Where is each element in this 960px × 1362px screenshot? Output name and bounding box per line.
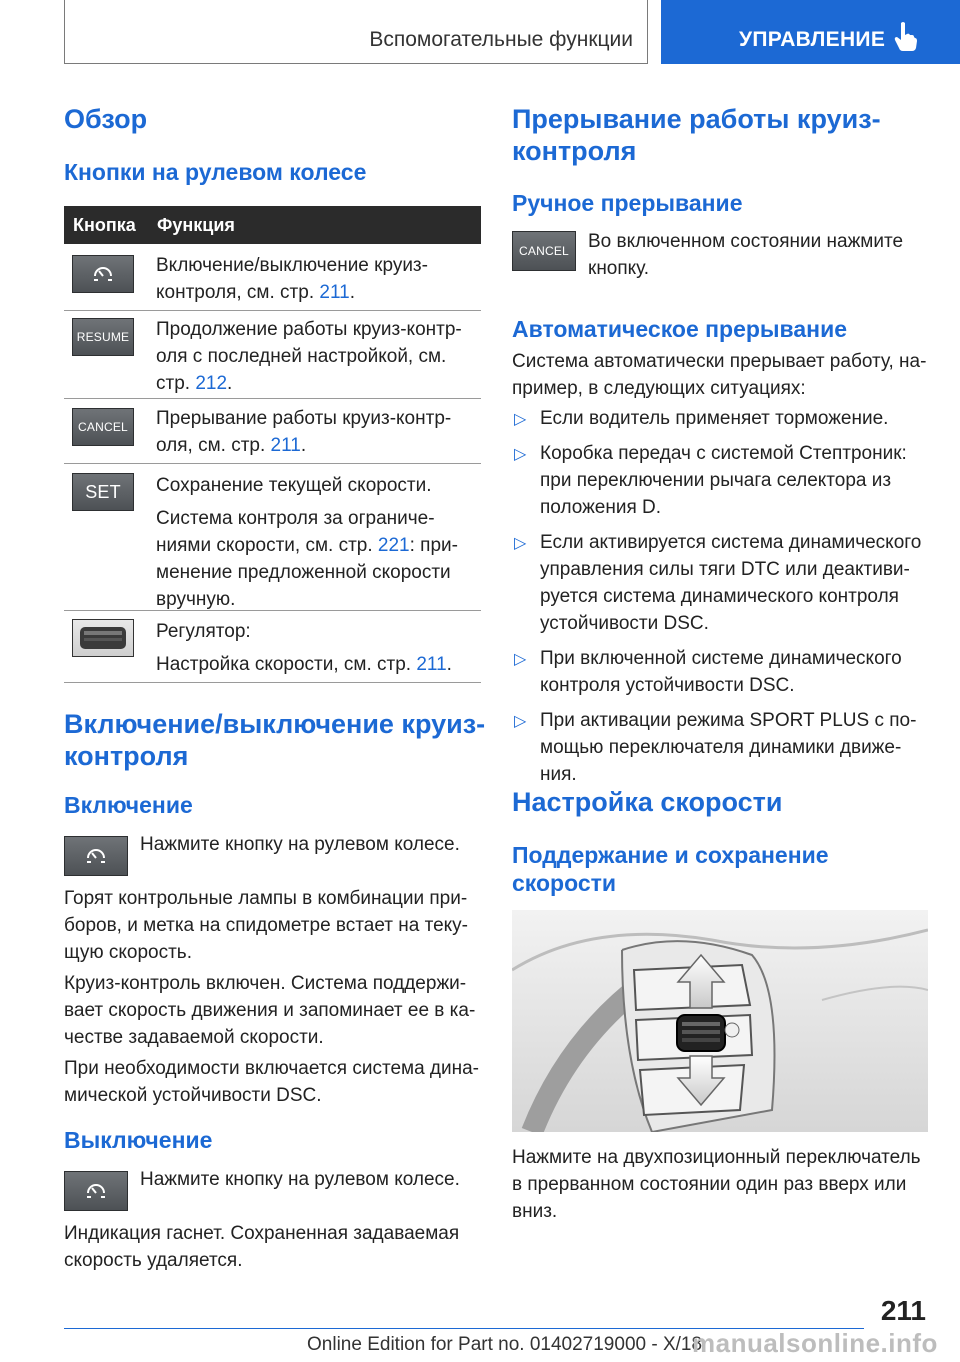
heading-switch-off: Выключение [64, 1127, 213, 1153]
manual-interrupt-text: Во включенном состоянии нажмите кнопку. [588, 231, 904, 279]
page-link[interactable]: 211 [319, 282, 350, 303]
list-item: ▷ Коробка передач с системой Стептроник: при переключении рычага селектора из положения D. [514, 443, 907, 518]
off-instruction: Нажмите кнопку на рулевом колесе. [140, 1169, 460, 1190]
list-item: ▷ Если водитель применяет торможение. [512, 405, 932, 432]
steering-wheel-illustration [512, 910, 928, 1132]
row-function-text: Сохранение текущей скорости. Система контроля за ограниче- ниями скорости, см. стр. 221: при- менение предложенной скорости вручную. [156, 475, 458, 610]
triangle-bullet-icon: ▷ [514, 651, 527, 668]
resume-button-image: RESUME [72, 318, 134, 356]
interrupt-bullet-list [512, 405, 932, 788]
triangle-bullet-icon: ▷ [514, 446, 527, 463]
table-row [72, 473, 134, 511]
row-divider [64, 398, 481, 399]
heading-manual-interrupt: Ручное прерывание [512, 190, 743, 216]
heading-speed-setting: Настройка скорости [512, 787, 783, 817]
heading-overview: Обзор [64, 104, 148, 134]
row-divider [64, 610, 481, 611]
list-item: ▷ При активации режима SPORT PLUS с по- мощью переключателя динамики движе- ния. [514, 710, 917, 785]
page-link[interactable]: 221 [377, 535, 410, 556]
watermark: manualsonline.info [692, 1328, 938, 1358]
header-section-box [64, 0, 648, 64]
auto-interrupt-text: Система автоматически прерывает работу, на- пример, в следующих ситуациях: [512, 351, 927, 399]
table-row [72, 255, 134, 293]
photo-caption: Нажмите на двухпозиционный переключатель в прерванном состоянии один раз вверх или вниз. [512, 1147, 921, 1222]
column-header-function: Функция [157, 215, 235, 235]
column-header-button: Кнопка [73, 215, 136, 235]
heading-auto-interrupt: Автоматическое прерывание [512, 316, 848, 342]
row-divider [64, 310, 481, 311]
table-header [64, 206, 481, 244]
heading-switch-on: Включение [64, 792, 193, 818]
page-link[interactable]: 212 [195, 373, 228, 394]
table-row [72, 408, 134, 446]
hand-pointer-icon [894, 21, 918, 51]
header-chapter-title: УПРАВЛЕНИЕ [739, 28, 886, 51]
set-button-image: SET [72, 473, 134, 511]
row-function-text: Продолжение работы круиз-контр- оля с последней настройкой, см. стр. 212. [156, 319, 462, 394]
off-paragraph: Индикация гаснет. Сохраненная задаваемая скорость удаляется. [64, 1223, 460, 1271]
cruise-control-icon [64, 1171, 128, 1211]
triangle-bullet-icon: ▷ [514, 535, 527, 552]
heading-steering-buttons: Кнопки на рулевом колесе [64, 159, 367, 185]
cruise-control-icon [64, 836, 128, 876]
row-function-text: Прерывание работы круиз-контр- оля, см. стр. 211. [156, 408, 452, 456]
cancel-button-image: CANCEL [72, 408, 134, 446]
on-paragraph-2: Круиз-контроль включен. Система поддержи- вает скорость движения и запоминает ее в ка- честве задаваемой скорости. [64, 973, 476, 1048]
triangle-bullet-icon: ▷ [514, 713, 527, 730]
row-divider [64, 463, 481, 464]
cancel-button-image: CANCEL [512, 231, 576, 271]
triangle-bullet-icon: ▷ [514, 411, 527, 428]
rocker-switch-icon [72, 619, 134, 657]
table-row [72, 318, 134, 356]
cruise-button-image [64, 836, 128, 876]
on-paragraph-1: Горят контрольные лампы в комбинации при- боров, и метка на спидометре встает на теку- щую скорость. [64, 888, 469, 963]
header-chapter-tab [661, 0, 960, 64]
header-section-title: Вспомогательные функции [369, 28, 633, 51]
on-paragraph-3: При необходимости включается система дина- мической устойчивости DSC. [64, 1058, 480, 1106]
page-number: 211 [880, 1295, 926, 1326]
table-row [72, 619, 134, 657]
cruise-control-icon [72, 255, 134, 293]
list-item: ▷ При включенной системе динамического контроля устойчивости DSC. [514, 648, 902, 696]
row-divider [64, 682, 481, 683]
heading-interrupt: Прерывание работы круиз- контроля [512, 104, 881, 166]
page-link[interactable]: 211 [416, 654, 447, 675]
heading-on-off: Включение/выключение круиз- контроля [64, 709, 486, 771]
list-item: ▷ Если активируется система динамического управления силы тяги DTC или деактиви- руется система динамического контроля устойчивости DSC. [514, 532, 922, 634]
row-function-text: Регулятор: Настройка скорости, см. стр. 211. [156, 621, 452, 675]
cruise-button-image [64, 1171, 128, 1211]
on-instruction: Нажмите кнопку на рулевом колесе. [140, 834, 460, 855]
page-link[interactable]: 211 [270, 435, 301, 456]
footer-edition: Online Edition for Part no. 01402719000 - X/18 [307, 1334, 703, 1355]
row-function-text: Включение/выключение круиз- контроля, см. стр. 211. [156, 255, 428, 303]
heading-keep-speed: Поддержание и сохранение скорости [512, 842, 829, 896]
